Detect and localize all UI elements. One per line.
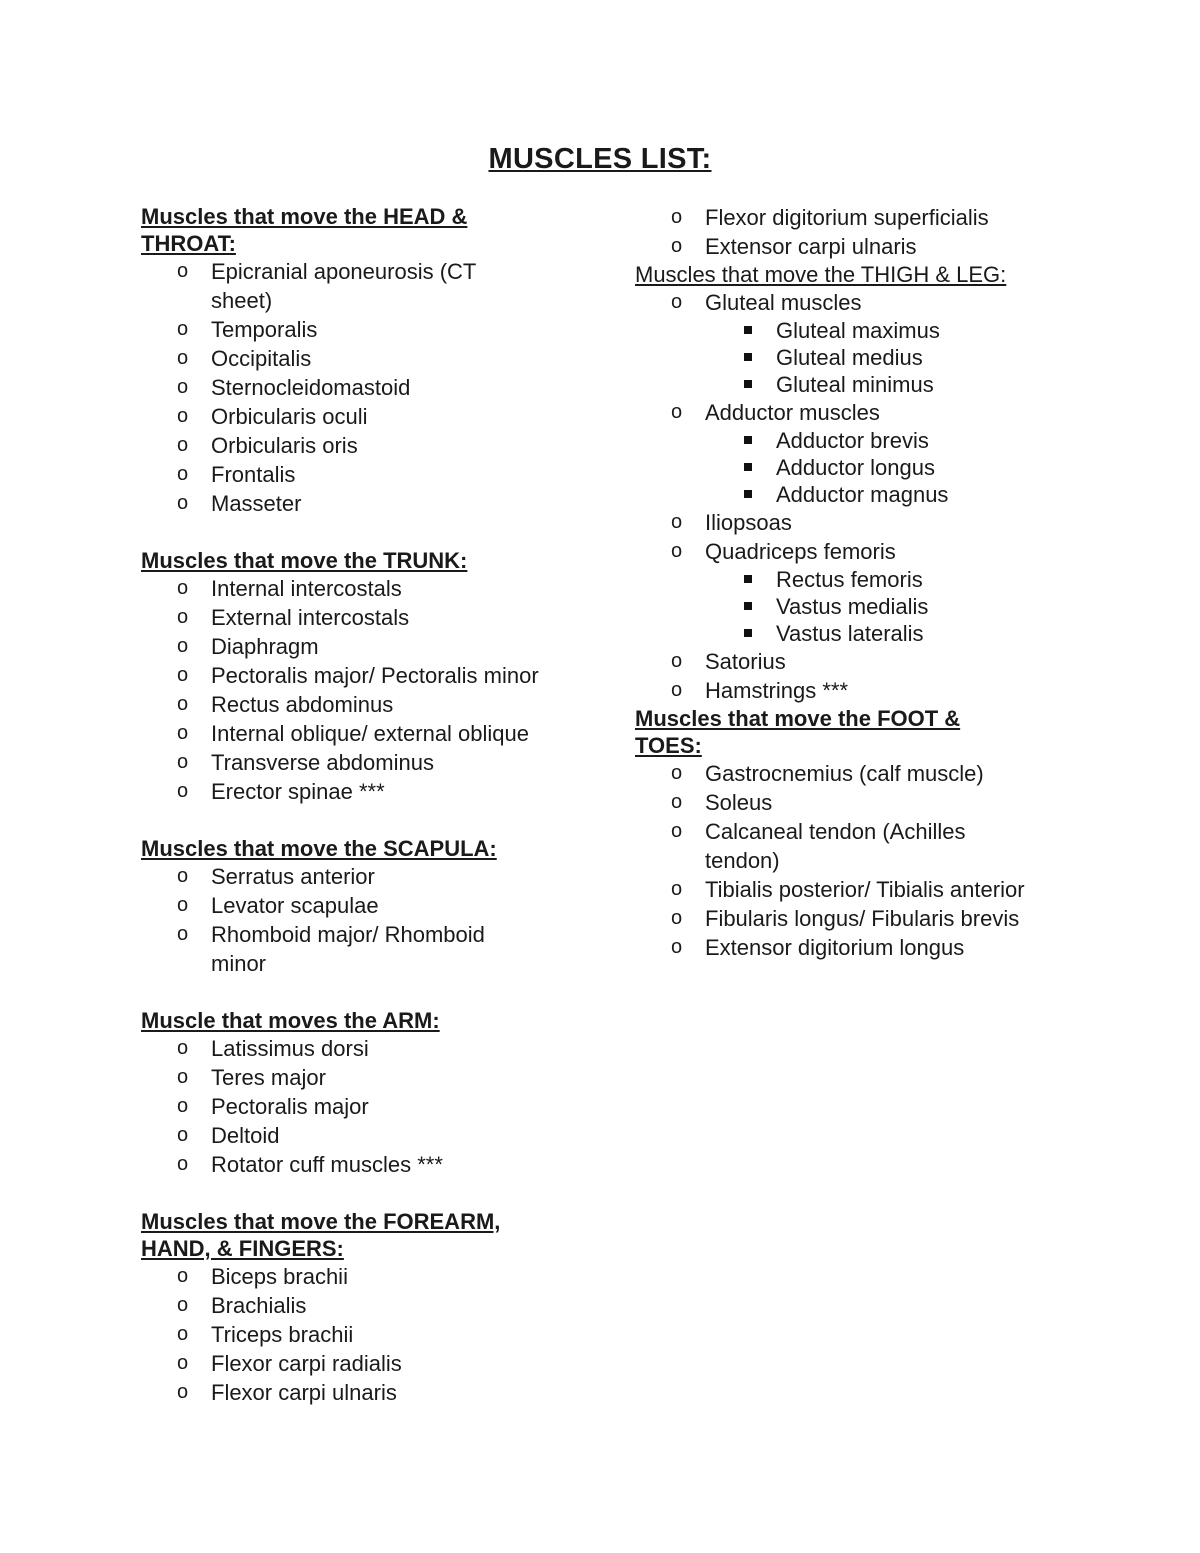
list-item: o Satorius	[671, 649, 786, 674]
circle-bullet-icon: o	[177, 1153, 189, 1175]
sub-list-item: Vastus medialis	[705, 593, 1075, 620]
circle-bullet-icon: o	[177, 1037, 189, 1059]
circle-bullet-icon: o	[177, 376, 189, 398]
circle-bullet-icon: o	[671, 401, 683, 423]
circle-bullet-icon: o	[177, 606, 189, 628]
circle-bullet-icon: o	[671, 907, 683, 929]
circle-bullet-icon: o	[671, 511, 683, 533]
sub-list-item: Vastus lateralis	[705, 620, 1075, 647]
circle-bullet-icon: o	[177, 1294, 189, 1316]
list-item: o Quadriceps femoris Rectus femoris Vastus medialis Vastus lateralis	[635, 537, 1075, 647]
list-item: o Diaphragm	[177, 634, 319, 659]
circle-bullet-icon: o	[177, 780, 189, 802]
list-item: o Triceps brachii	[177, 1322, 354, 1347]
circle-bullet-icon: o	[671, 291, 683, 313]
circle-bullet-icon: o	[177, 751, 189, 773]
circle-bullet-icon: o	[671, 679, 683, 701]
section-heading: Muscles that move the HEAD & THROAT:	[141, 204, 468, 256]
circle-bullet-icon: o	[177, 1124, 189, 1146]
list-item: o Masseter	[177, 491, 302, 516]
list-item: o Hamstrings ***	[671, 678, 849, 703]
circle-bullet-icon: o	[671, 791, 683, 813]
list-item: o Occipitalis	[177, 346, 312, 371]
list-item: o Transverse abdominus	[177, 750, 434, 775]
square-bullet-icon	[744, 463, 752, 471]
list-item: o Orbicularis oculi	[177, 404, 368, 429]
circle-bullet-icon: o	[177, 434, 189, 456]
square-bullet-icon	[744, 602, 752, 610]
circle-bullet-icon: o	[177, 1095, 189, 1117]
sub-list-item: Rectus femoris	[705, 566, 1075, 593]
left-column	[141, 203, 581, 1407]
circle-bullet-icon: o	[177, 923, 189, 945]
section-forearm	[141, 1208, 581, 1407]
list-item: o Serratus anterior	[177, 864, 375, 889]
circle-bullet-icon: o	[177, 577, 189, 599]
list-item: o Flexor carpi ulnaris	[177, 1380, 397, 1405]
circle-bullet-icon: o	[671, 820, 683, 842]
section-heading: Muscles that move the SCAPULA:	[141, 836, 497, 861]
list-item: o Tibialis posterior/ Tibialis anterior	[671, 877, 1025, 902]
square-bullet-icon	[744, 436, 752, 444]
circle-bullet-icon: o	[177, 664, 189, 686]
circle-bullet-icon: o	[177, 1066, 189, 1088]
section-heading: Muscle that moves the ARM:	[141, 1008, 440, 1033]
sub-list-item: Adductor longus	[705, 454, 1075, 481]
circle-bullet-icon: o	[177, 1352, 189, 1374]
circle-bullet-icon: o	[671, 762, 683, 784]
list-item: o Fibularis longus/ Fibularis brevis	[671, 906, 1020, 931]
list-item: o Extensor carpi ulnaris	[671, 234, 917, 259]
list-item: o Temporalis	[177, 317, 318, 342]
list-item: o Brachialis	[177, 1293, 307, 1318]
list-item: o Flexor digitorium superficialis	[671, 205, 989, 230]
sub-list-item: Gluteal medius	[705, 344, 1075, 371]
circle-bullet-icon: o	[177, 492, 189, 514]
section-foot-toes	[635, 705, 1075, 962]
section-scapula	[141, 835, 581, 978]
circle-bullet-icon: o	[177, 405, 189, 427]
sub-list-item: Adductor magnus	[705, 481, 1075, 508]
list-item: o Adductor muscles Adductor brevis Adductor longus Adductor magnus	[635, 398, 1075, 508]
list-item: o Gluteal muscles Gluteal maximus Gluteal medius Gluteal minimus	[635, 288, 1075, 398]
list-item: o Biceps brachii	[177, 1264, 348, 1289]
circle-bullet-icon: o	[177, 260, 189, 282]
list-item: o Pectoralis major/ Pectoralis minor	[177, 663, 539, 688]
circle-bullet-icon: o	[671, 206, 683, 228]
square-bullet-icon	[744, 490, 752, 498]
circle-bullet-icon: o	[177, 1381, 189, 1403]
forearm-continued-list	[635, 203, 1075, 261]
list-item: o Pectoralis major	[177, 1094, 369, 1119]
circle-bullet-icon: o	[177, 722, 189, 744]
list-item: o Internal intercostals	[177, 576, 402, 601]
sub-list-item: Gluteal maximus	[705, 317, 1075, 344]
section-heading: Muscles that move the TRUNK:	[141, 548, 468, 573]
section-heading: Muscles that move the THIGH & LEG:	[635, 262, 1007, 287]
circle-bullet-icon: o	[671, 540, 683, 562]
square-bullet-icon	[744, 353, 752, 361]
list-item: o Rectus abdominus	[177, 692, 394, 717]
section-heading: Muscles that move the FOOT & TOES:	[635, 706, 961, 758]
square-bullet-icon	[744, 629, 752, 637]
list-item: o Levator scapulae	[177, 893, 379, 918]
square-bullet-icon	[744, 326, 752, 334]
circle-bullet-icon: o	[671, 235, 683, 257]
square-bullet-icon	[744, 380, 752, 388]
section-trunk	[141, 547, 581, 806]
right-column	[635, 203, 1075, 962]
list-item: o Teres major	[177, 1065, 326, 1090]
list-item: o Internal oblique/ external oblique	[177, 721, 530, 746]
list-item: o Extensor digitorium longus	[671, 935, 965, 960]
sub-list-item: Adductor brevis	[705, 427, 1075, 454]
circle-bullet-icon: o	[177, 463, 189, 485]
list-item: o Rotator cuff muscles ***	[177, 1152, 443, 1177]
list-item: o Erector spinae ***	[177, 779, 385, 804]
circle-bullet-icon: o	[671, 878, 683, 900]
section-head-throat	[141, 203, 581, 518]
list-item: o Deltoid	[177, 1123, 280, 1148]
list-item: o Frontalis	[177, 462, 296, 487]
list-item: o Sternocleidomastoid	[177, 375, 411, 400]
list-item: o Flexor carpi radialis	[177, 1351, 402, 1376]
circle-bullet-icon: o	[671, 936, 683, 958]
section-arm	[141, 1007, 581, 1179]
section-thigh-leg	[635, 261, 1075, 705]
circle-bullet-icon: o	[177, 693, 189, 715]
circle-bullet-icon: o	[177, 1323, 189, 1345]
circle-bullet-icon: o	[177, 865, 189, 887]
list-item: o Gastrocnemius (calf muscle)	[671, 761, 984, 786]
sub-list-item: Gluteal minimus	[705, 371, 1075, 398]
circle-bullet-icon: o	[177, 635, 189, 657]
list-item: o Calcaneal tendon (Achilles tendon)	[671, 819, 966, 873]
circle-bullet-icon: o	[177, 894, 189, 916]
square-bullet-icon	[744, 575, 752, 583]
circle-bullet-icon: o	[177, 1265, 189, 1287]
list-item: o Rhomboid major/ Rhomboid minor	[177, 922, 485, 976]
circle-bullet-icon: o	[177, 347, 189, 369]
list-item: o Latissimus dorsi	[177, 1036, 369, 1061]
circle-bullet-icon: o	[671, 650, 683, 672]
list-item: o External intercostals	[177, 605, 410, 630]
list-item: o Iliopsoas	[671, 510, 792, 535]
circle-bullet-icon: o	[177, 318, 189, 340]
list-item: o Soleus	[671, 790, 773, 815]
section-heading: Muscles that move the FOREARM, HAND, & FINGERS:	[141, 1209, 501, 1261]
page-title: MUSCLES LIST:	[488, 143, 712, 175]
list-item: o Epicranial aponeurosis (CT sheet)	[177, 259, 476, 313]
list-item: o Orbicularis oris	[177, 433, 358, 458]
